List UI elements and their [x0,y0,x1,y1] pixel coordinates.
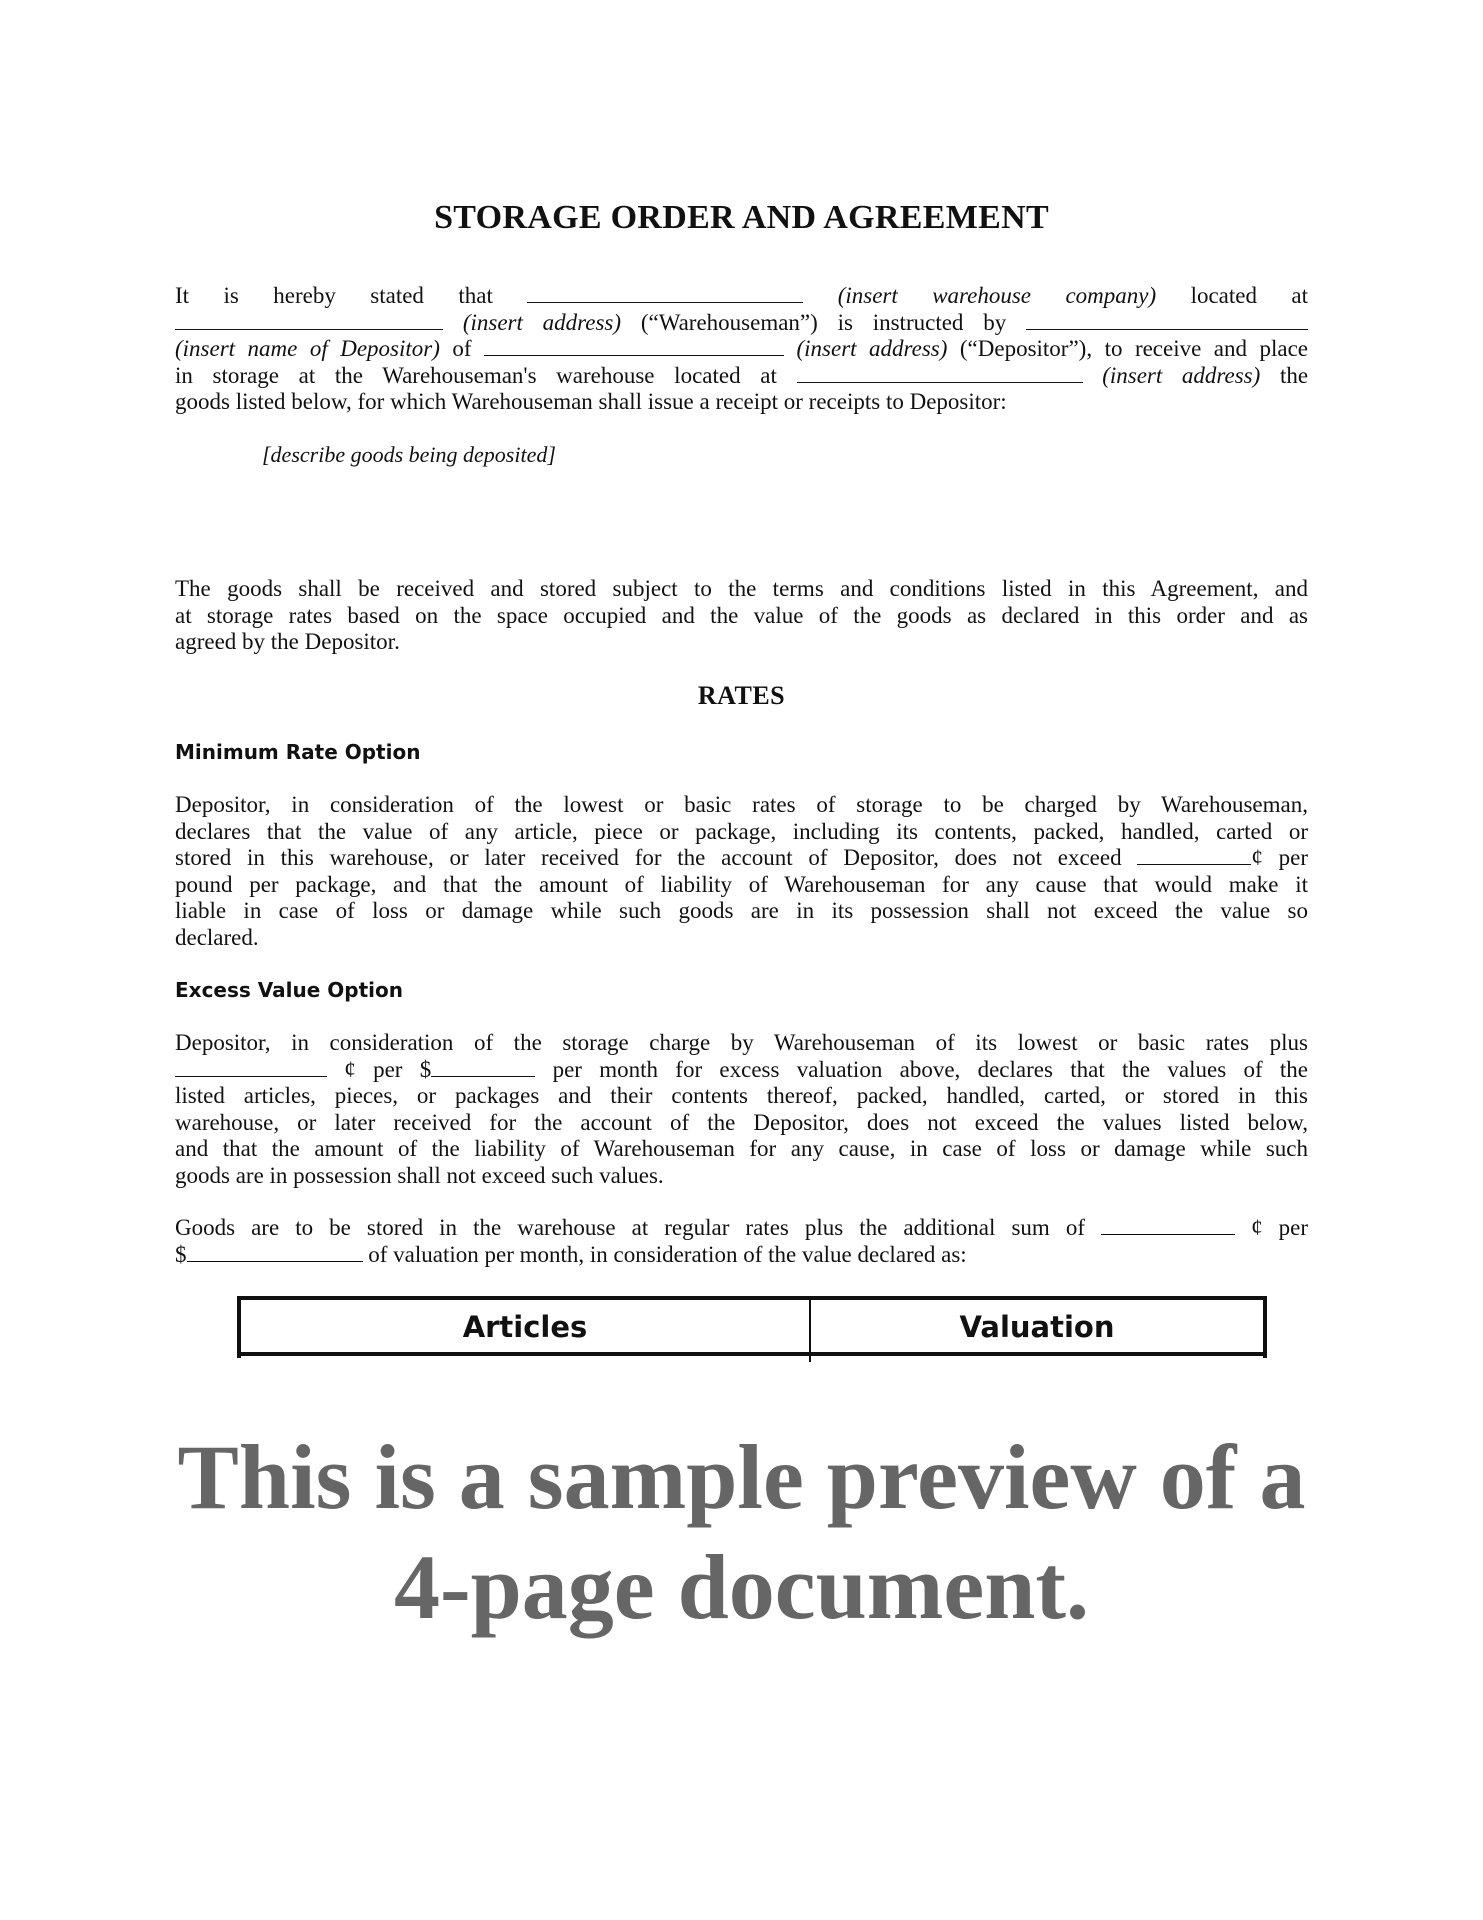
valuation-column-header: Valuation [959,1310,1115,1344]
goods-placeholder: [describe goods being deposited] [262,442,556,467]
cents-per-pound-blank [1137,846,1251,865]
valuation-table [237,1296,1267,1358]
excess-value-paragraph: Depositor, in consideration of the storage charge by Warehouseman of its lowest or basic rates plus ¢ per $ per month for excess valuation above, declares that the values of the listed articles, pieces, or packages and their contents thereof, packed, handled, carted, or stored in this warehouse, or later received for the account of the Depositor, does not exceed the values listed below, and that the amount of the liability of Warehouseman for any cause, in case of loss or damage while such goods are in possession shall not exceed such values. [175,1030,1309,1188]
instructed-by-blank [1026,311,1308,330]
terms-paragraph: The goods shall be received and stored subject to the terms and conditions listed in this Agreement, and at storage rates based on the space occupied and the value of the goods as declared in this order and as agreed by the Depositor. [175,576,1308,654]
warehouse-company-blank [527,284,803,303]
warehouse-address-blank [175,311,443,330]
additional-cents-blank [1101,1216,1235,1235]
document-title: STORAGE ORDER AND AGREEMENT [434,199,1049,236]
valuation-dollars-blank [187,1243,363,1262]
intro-line-4: in storage at the Warehouseman's warehouse located at (insert address) the [175,362,1309,388]
regular-rates-paragraph: Goods are to be stored in the warehouse at regular rates plus the additional sum of ¢ per $ of valuation per month, in consideration of the value declared as: [175,1215,1309,1267]
intro-line-3: (insert name of Depositor) of (insert address) (“Depositor”), to receive and place [175,336,1309,361]
rates-heading: RATES [697,681,786,710]
minimum-rate-paragraph: Depositor, in consideration of the lowest or basic rates of storage to be charged by Warehouseman, declares that the value of any article, piece or package, including its contents, packed, handled, carted or stored in this warehouse, or later received for the account of Depositor, does not exceed ¢ per pound per package, and that the amount of liability of Warehouseman for any cause that would make it liable in case of loss or damage while such goods are in its possession shall not exceed the value so declared. [175,792,1309,950]
intro-line-5: goods listed below, for which Warehouseman shall issue a receipt or receipts to Depositor: [175,389,1007,414]
depositor-address-blank [484,337,784,356]
preview-watermark-line-2: 4-page document. [393,1536,1090,1638]
warehouse-location-blank [797,364,1083,383]
excess-value-heading: Excess Value Option [175,978,403,1002]
intro-line-2: (insert address) (“Warehouseman”) is instructed by [175,310,1308,337]
excess-dollars-blank [431,1058,535,1077]
intro-line-1: It is hereby stated that (insert warehouse company) located at [175,283,1309,308]
excess-cents-blank [175,1058,327,1077]
preview-watermark-line-1: This is a sample preview of a [177,1426,1306,1528]
intro-paragraph [175,283,1308,416]
articles-column-header: Articles [462,1310,588,1344]
minimum-rate-heading: Minimum Rate Option [175,740,421,764]
